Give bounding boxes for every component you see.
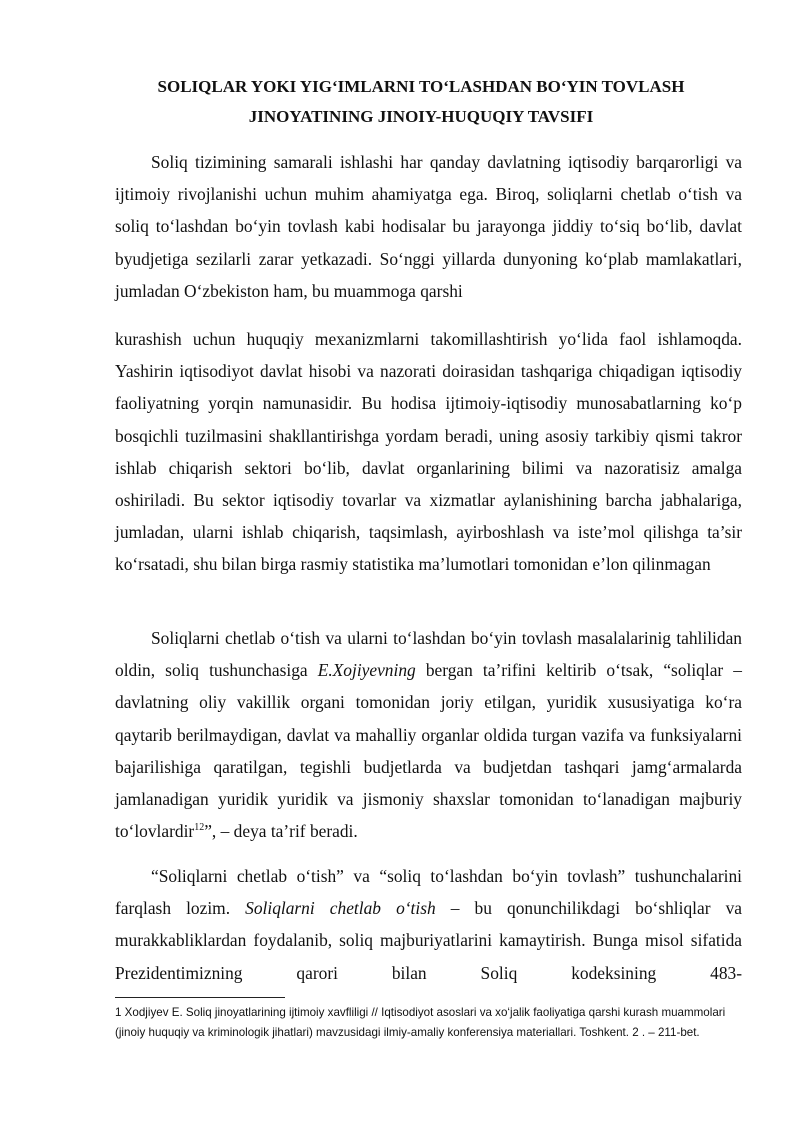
footnote-reference[interactable]: 12 [194, 822, 205, 834]
footnote: 1 Xodjiyev E. Soliq jinoyatlarining ijtimoiy xavfliligi // Iqtisodiyot asoslari va xo‘jalik faoliyatiga qarshi kurash muammolari (jinoiy huquqiy va kriminologik jihatlari) mavzusidagi ilmiy-amaliy konferensiya materiallari. Toshkent. 2 . – 211-bet. [115, 1006, 726, 1039]
title-line-1: SOLIQLAR YOKI YIG‘IMLARNI TO‘LASHDAN BO‘YIN TOVLASH [157, 77, 685, 96]
author-name: E.Xojiyevning [317, 660, 416, 681]
paragraph-tax-definition [115, 622, 742, 847]
paragraph-text: “Soliqlarni chetlab o‘tish” va “soliq to‘lashdan bo‘yin tovlash” tushunchalarini farqlash lozim. [115, 866, 742, 919]
paragraph-shadow-economy: kurashish uchun huquqiy mexanizmlarni takomillashtirish yo‘lida faol ishlamoqda. Yashirin iqtisodiyot davlat hisobi va nazorati doirasidan tashqariga chiqadigan iqtisodiy faoliyatning yorqin namunasidir. Bu hodisa ijtimoiy-iqtisodiy munosabatlarning ko‘p bosqichli tuzilmasini shakllantirishga yordam beradi, uning asosiy tarkibiy qismi takror ishlab chiqarish sektori bo‘lib, davlat organlarining bilimi va nazoratisiz amalga oshiriladi. Bu sektor iqtisodiy tovarlar va xizmatlar aylanishining barcha jabhalariga, jumladan, ularni ishlab chiqarish, taqsimlash, ayirboshlash va iste’mol qilishga ta’sir ko‘rsatadi, shu bilan birga rasmiy statistika ma’lumotlari tomonidan e’lon qilinmagan [115, 329, 742, 575]
paragraph-text: bergan ta’rifini keltirib o‘tsak, “soliqlar – davlatning oliy vakillik organi tomonidan joriy etilgan, yuridik xususiyatiga ko‘ra qaytarib berilmaydigan, davlat va mahalliy organlar oldida turgan vazifa va funksiyalarni bajarilishiga qaratilgan, tegishli budjetlarda va budjetdan tashqari jamg‘armalarda jamlanadigan yuridik yuridik va jismoniy shaxslar tomonidan to‘lanadigan majburiy to‘lovlardir [115, 660, 742, 842]
footnote-separator [115, 997, 285, 998]
paragraph-text: ”, – deya ta’rif beradi. [204, 821, 358, 842]
title-line-2: JINOYATINING JINOIY-HUQUQIY TAVSIFI [248, 107, 594, 126]
paragraph-text: – bu qonunchilikdagi bo‘shliqlar va murakkabliklardan foydalanib, soliq majburiyatlarini kamaytirish. Bunga misol sifatida Prezidentimizning qarori bilan Soliq kodeksining 483- [115, 898, 742, 983]
paragraph-intro: Soliq tizimining samarali ishlashi har qanday davlatning iqtisodiy barqarorligi va ijtimoiy rivojlanishi uchun muhim ahamiyatga ega. Biroq, soliqlarni chetlab o‘tish va soliq to‘lashdan bo‘yin tovlash kabi hodisalar bu jarayonga jiddiy to‘siq bo‘lib, davlat byudjetiga sezilarli zarar yetkazadi. So‘nggi yillarda dunyoning ko‘plab mamlakatlari, jumladan O‘zbekiston ham, bu muammoga qarshi [115, 152, 742, 301]
page-title [100, 72, 742, 132]
paragraph-distinction [115, 860, 742, 989]
defined-term: Soliqlarni chetlab o‘tish [245, 898, 436, 919]
paragraph-text: Soliqlarni chetlab o‘tish va ularni to‘lashdan bo‘yin tovlash masalalarinig tahlilidan oldin, soliq tushunchasiga [115, 628, 742, 681]
